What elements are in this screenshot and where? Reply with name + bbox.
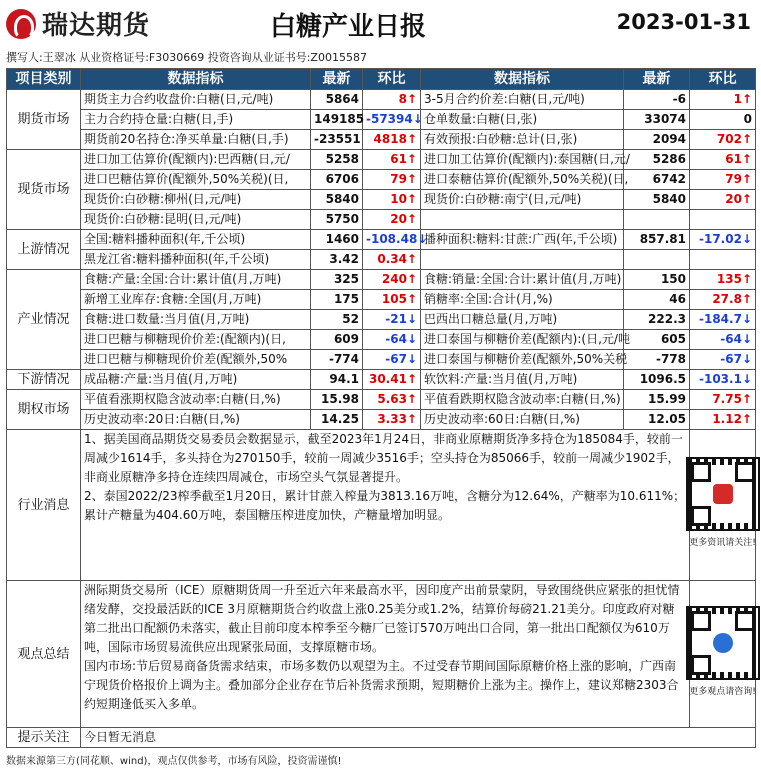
qr-caption: 更多观点请咨询! <box>689 687 756 697</box>
indicator-cell: 进口巴糖与柳糖现价价差:(配额内)(日, <box>81 330 311 350</box>
change-cell: 61↑ <box>690 150 756 170</box>
opinion-qr <box>690 581 756 728</box>
industry-news-row <box>7 430 756 581</box>
change-cell: -17.02↓ <box>690 230 756 250</box>
latest-cell: 3.42 <box>311 250 363 270</box>
change-cell: 10↑ <box>363 190 421 210</box>
change-cell: 20↑ <box>363 210 421 230</box>
latest-cell: 1096.5 <box>624 370 690 390</box>
change-cell: 4818↑ <box>363 130 421 150</box>
indicator-cell: 有效预报:白砂糖:总计(日,张) <box>421 130 624 150</box>
latest-cell: 150 <box>624 270 690 290</box>
col-change: 环比 <box>363 69 421 90</box>
change-cell: -67↓ <box>363 350 421 370</box>
indicator-cell: 成品糖:产量:当月值(月,万吨) <box>81 370 311 390</box>
indicator-cell: 进口加工估算价(配额内):泰国糖(日,元/ <box>421 150 624 170</box>
latest-cell: 52 <box>311 310 363 330</box>
qr-code-icon <box>686 606 760 680</box>
table-row <box>7 370 756 390</box>
opinion-label: 观点总结 <box>7 581 81 728</box>
logo-text: 瑞达期货 <box>42 11 151 41</box>
change-cell: 5.63↑ <box>363 390 421 410</box>
indicator-cell: 进口泰糖估算价(配额外,50%关税)(日, <box>421 170 624 190</box>
latest-cell: 12.05 <box>624 410 690 430</box>
indicator-cell: 进口加工估算价(配额内):巴西糖(日,元/ <box>81 150 311 170</box>
latest-cell: 5864 <box>311 90 363 110</box>
change-cell <box>690 210 756 230</box>
indicator-cell: 平值看跌期权隐含波动率:白糖(日,%) <box>421 390 624 410</box>
change-cell: 1.12↑ <box>690 410 756 430</box>
category-cell: 期权市场 <box>7 390 81 430</box>
indicator-cell: 主力合约持仓量:白糖(日,手) <box>81 110 311 130</box>
change-cell: 79↑ <box>363 170 421 190</box>
tip-text: 今日暂无消息 <box>81 728 756 748</box>
indicator-cell: 食糖:销量:全国:合计:累计值(月,万吨) <box>421 270 624 290</box>
data-table <box>6 68 756 748</box>
indicator-cell: 软饮料:产量:当月值(月,万吨) <box>421 370 624 390</box>
change-cell: 240↑ <box>363 270 421 290</box>
table-row <box>7 150 756 170</box>
latest-cell <box>624 210 690 230</box>
industry-news-text <box>81 430 690 581</box>
latest-cell: 1460 <box>311 230 363 250</box>
change-cell: 702↑ <box>690 130 756 150</box>
category-cell: 上游情况 <box>7 230 81 270</box>
latest-cell: 857.81 <box>624 230 690 250</box>
qr-caption: 更多资讯请关注! <box>689 538 756 548</box>
category-cell: 期货市场 <box>7 90 81 150</box>
col-category: 项目类别 <box>7 69 81 90</box>
latest-cell: 605 <box>624 330 690 350</box>
change-cell: 0.34↑ <box>363 250 421 270</box>
table-header-row <box>7 69 756 90</box>
change-cell: -64↓ <box>690 330 756 350</box>
change-cell: 3.33↑ <box>363 410 421 430</box>
change-cell: 1↑ <box>690 90 756 110</box>
indicator-cell: 黑龙江省:糖料播种面积(年,千公顷) <box>81 250 311 270</box>
col-latest-2: 最新 <box>624 69 690 90</box>
col-indicator: 数据指标 <box>81 69 311 90</box>
company-logo <box>6 5 150 42</box>
table-row <box>7 170 756 190</box>
logo-icon <box>6 9 36 39</box>
category-cell: 下游情况 <box>7 370 81 390</box>
tip-row <box>7 728 756 748</box>
indicator-cell: 期货前20名持仓:净买单量:白糖(日,手) <box>81 130 311 150</box>
latest-cell: 5840 <box>311 190 363 210</box>
indicator-cell: 现货价:白砂糖:昆明(日,元/吨) <box>81 210 311 230</box>
industry-news-label: 行业消息 <box>7 430 81 581</box>
change-cell: 61↑ <box>363 150 421 170</box>
indicator-cell: 进口泰国与柳糖价差(配额外,50%关税 <box>421 350 624 370</box>
indicator-cell: 播种面积:糖料:甘蔗:广西(年,千公顷) <box>421 230 624 250</box>
change-cell: -108.48↓ <box>363 230 421 250</box>
category-cell: 产业情况 <box>7 270 81 370</box>
indicator-cell: 进口巴糖估算价(配额外,50%关税)(日, <box>81 170 311 190</box>
table-row <box>7 190 756 210</box>
table-row <box>7 350 756 370</box>
disclaimer: 数据来源第三方(同花顺、wind)，观点仅供参考，市场有风险，投资需谨慎! <box>6 756 342 767</box>
latest-cell: 5286 <box>624 150 690 170</box>
opinion-text <box>81 581 690 728</box>
col-indicator-2: 数据指标 <box>421 69 624 90</box>
change-cell: 79↑ <box>690 170 756 190</box>
indicator-cell: 进口巴糖与柳糖现价价差(配额外,50% <box>81 350 311 370</box>
latest-cell: 5750 <box>311 210 363 230</box>
indicator-cell: 现货价:白砂糖:南宁(日,元/吨) <box>421 190 624 210</box>
indicator-cell: 3-5月合约价差:白糖(日,元/吨) <box>421 90 624 110</box>
table-row <box>7 390 756 410</box>
opinion-row <box>7 581 756 728</box>
change-cell: 8↑ <box>363 90 421 110</box>
latest-cell: -774 <box>311 350 363 370</box>
latest-cell: 5840 <box>624 190 690 210</box>
latest-cell: 6706 <box>311 170 363 190</box>
table-row <box>7 410 756 430</box>
indicator-cell: 食糖:进口数量:当月值(月,万吨) <box>81 310 311 330</box>
report-title: 白糖产业日报 <box>270 12 427 42</box>
latest-cell: 94.1 <box>311 370 363 390</box>
latest-cell: -23551 <box>311 130 363 150</box>
change-cell <box>690 250 756 270</box>
latest-cell: 5258 <box>311 150 363 170</box>
latest-cell: 33074 <box>624 110 690 130</box>
indicator-cell: 期货主力合约收盘价:白糖(日,元/吨) <box>81 90 311 110</box>
table-row <box>7 230 756 250</box>
indicator-cell: 历史波动率:60日:白糖(日,%) <box>421 410 624 430</box>
tip-label: 提示关注 <box>7 728 81 748</box>
latest-cell: 14.25 <box>311 410 363 430</box>
indicator-cell: 新增工业库存:食糖:全国(月,万吨) <box>81 290 311 310</box>
opinion-body: 洲际期货交易所（ICE）原糖期货周一升至近六年来最高水平，因印度产出前景蒙阴，导致围绕供应紧张的担忧情绪发酵，交投最活跃的ICE 3月原糖期货合约收盘上涨0.25美分或1.2%，结算价每磅21.21美分。印度政府对糖第二批出口配额仍未落实，截止目前印度本榨季至今糖厂已签订570万吨出口合同，第一批出口配额仅为610万吨，国际市场贸易流供应出现紧张局面，支撑原糖市场。 国内市场:节后贸易商备货需求结束，市场多数仍以观望为主。不过受春节期间国际原糖价格上涨的影响，广西南宁现货价格报价上调为主。叠加部分企业存在节后补货需求预期，短期糖价上涨为主。操作上，建议郑糖2303合约短期逢低买入多单。 <box>84 583 680 711</box>
indicator-cell <box>421 210 624 230</box>
indicator-cell: 销糖率:全国:合计(月,%) <box>421 290 624 310</box>
indicator-cell: 平值看涨期权隐含波动率:白糖(日,%) <box>81 390 311 410</box>
table-row <box>7 250 756 270</box>
author-credit: 撰写人:王翠冰 从业资格证号:F3030669 投资咨询从业证书号:Z0015587 <box>6 51 367 64</box>
report-date: 2023-01-31 <box>616 10 751 34</box>
latest-cell: 46 <box>624 290 690 310</box>
latest-cell: 609 <box>311 330 363 350</box>
industry-news-qr <box>690 430 756 581</box>
indicator-cell: 进口泰国与柳糖价差(配额内):(日,元/吨 <box>421 330 624 350</box>
change-cell: -103.1↓ <box>690 370 756 390</box>
latest-cell: 15.99 <box>624 390 690 410</box>
table-row <box>7 210 756 230</box>
industry-news-body: 1、据美国商品期货交易委员会数据显示，截至2023年1月24日，非商业原糖期货净多持仓为185084手，较前一周减少1614手，多头持仓为270150手，较前一周减少3516手；空头持仓为85066手，较前一周减少1902手，非商业原糖净多持仓连续四周减仓，市场空头气氛显著提升。 2、泰国2022/23榨季截至1月20日，累计甘蔗入榨量为3813.16万吨，含糖分为12.64%，产糖率为10.611%；累计产糖量为404.60万吨，泰国糖压榨进度加快，产糖量增加明显。 <box>84 432 686 522</box>
change-cell: 0 <box>690 110 756 130</box>
indicator-cell: 全国:糖料播种面积(年,千公顷) <box>81 230 311 250</box>
latest-cell: 222.3 <box>624 310 690 330</box>
table-row <box>7 310 756 330</box>
indicator-cell <box>421 250 624 270</box>
latest-cell: 149185 <box>311 110 363 130</box>
change-cell: -67↓ <box>690 350 756 370</box>
latest-cell: 325 <box>311 270 363 290</box>
latest-cell: 2094 <box>624 130 690 150</box>
table-row <box>7 130 756 150</box>
change-cell: 105↑ <box>363 290 421 310</box>
indicator-cell: 食糖:产量:全国:合计:累计值(月,万吨) <box>81 270 311 290</box>
qr-code-icon <box>686 457 760 531</box>
change-cell: -64↓ <box>363 330 421 350</box>
change-cell: -21↓ <box>363 310 421 330</box>
table-row <box>7 270 756 290</box>
col-latest: 最新 <box>311 69 363 90</box>
indicator-cell: 历史波动率:20日:白糖(日,%) <box>81 410 311 430</box>
category-cell: 现货市场 <box>7 150 81 230</box>
indicator-cell: 现货价:白砂糖:柳州(日,元/吨) <box>81 190 311 210</box>
change-cell: 135↑ <box>690 270 756 290</box>
indicator-cell: 仓单数量:白糖(日,张) <box>421 110 624 130</box>
table-row <box>7 290 756 310</box>
latest-cell: 6742 <box>624 170 690 190</box>
latest-cell: -6 <box>624 90 690 110</box>
change-cell: 30.41↑ <box>363 370 421 390</box>
table-row <box>7 330 756 350</box>
change-cell: 20↑ <box>690 190 756 210</box>
change-cell: 7.75↑ <box>690 390 756 410</box>
change-cell: -57394↓ <box>363 110 421 130</box>
indicator-cell: 巴西出口糖总量(月,万吨) <box>421 310 624 330</box>
latest-cell: 15.98 <box>311 390 363 410</box>
table-row <box>7 110 756 130</box>
latest-cell <box>624 250 690 270</box>
latest-cell: -778 <box>624 350 690 370</box>
change-cell: -184.7↓ <box>690 310 756 330</box>
latest-cell: 175 <box>311 290 363 310</box>
col-change-2: 环比 <box>690 69 756 90</box>
report-header <box>0 0 761 50</box>
table-row <box>7 90 756 110</box>
change-cell: 27.8↑ <box>690 290 756 310</box>
